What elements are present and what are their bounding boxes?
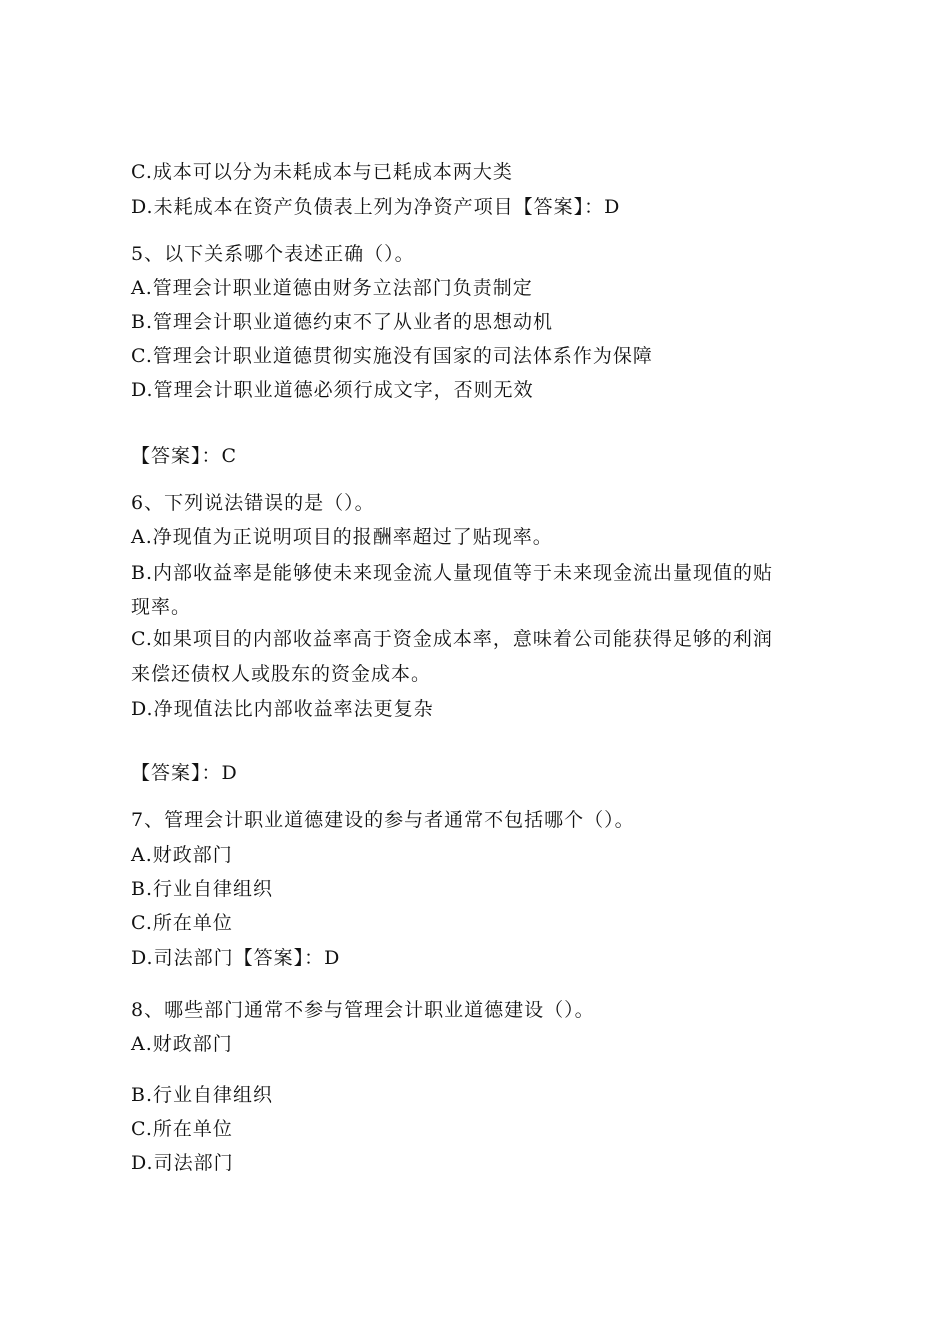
option-c-q8: C.所在单位: [131, 1118, 233, 1140]
option-c-q6-cont: 来偿还债权人或股东的资金成本。: [131, 663, 432, 685]
option-d-q7-answer: D.司法部门【答案】：D: [131, 947, 341, 969]
answer-q6: 【答案】：D: [131, 762, 238, 784]
question-6: 6、下列说法错误的是（）。: [131, 492, 375, 514]
option-b-q5: B.管理会计职业道德约束不了从业者的思想动机: [131, 311, 554, 333]
option-d-q8: D.司法部门: [131, 1152, 234, 1174]
answer-q5: 【答案】：C: [131, 445, 238, 467]
option-d-q6: D.净现值法比内部收益率法更复杂: [131, 698, 434, 720]
option-a-q7: A.财政部门: [131, 844, 233, 866]
option-b-q7: B.行业自律组织: [131, 878, 274, 900]
option-a-q8: A.财政部门: [131, 1033, 233, 1055]
option-a-q5: A.管理会计职业道德由财务立法部门负责制定: [131, 277, 533, 299]
option-b-q6-cont: 现率。: [131, 596, 192, 618]
option-c-q7: C.所在单位: [131, 912, 233, 934]
question-5: 5、以下关系哪个表述正确（）。: [131, 243, 415, 265]
option-c-q4: C.成本可以分为未耗成本与已耗成本两大类: [131, 161, 513, 183]
option-d-q5: D.管理会计职业道德必须行成文字，否则无效: [131, 379, 534, 401]
option-c-q5: C.管理会计职业道德贯彻实施没有国家的司法体系作为保障: [131, 345, 653, 367]
question-8: 8、哪些部门通常不参与管理会计职业道德建设（）。: [131, 999, 595, 1021]
option-b-q6: B.内部收益率是能够使未来现金流人量现值等于未来现金流出量现值的贴: [131, 562, 774, 584]
option-a-q6: A.净现值为正说明项目的报酬率超过了贴现率。: [131, 526, 553, 548]
option-d-q4-answer: D.未耗成本在资产负债表上列为净资产项目【答案】：D: [131, 196, 621, 218]
option-c-q6: C.如果项目的内部收益率高于资金成本率，意味着公司能获得足够的利润: [131, 628, 773, 650]
option-b-q8: B.行业自律组织: [131, 1084, 274, 1106]
question-7: 7、管理会计职业道德建设的参与者通常不包括哪个（）。: [131, 809, 635, 831]
